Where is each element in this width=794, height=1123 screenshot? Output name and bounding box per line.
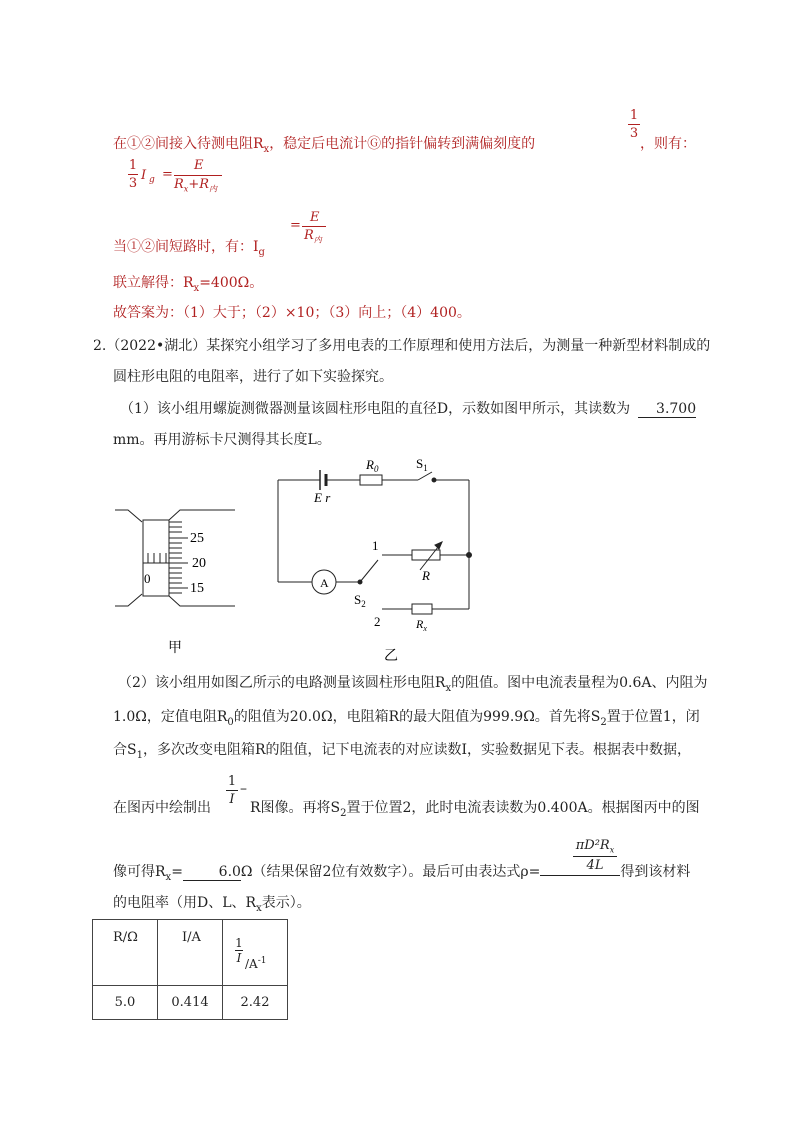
label-Er: E r [314, 490, 331, 505]
solution-line1 [113, 133, 535, 155]
label-pos2: 2 [374, 614, 381, 629]
part1-answer: 3.700 [638, 401, 696, 418]
eq1-I: I [141, 168, 147, 183]
label-S2: $S_2$ [354, 592, 366, 609]
micrometer-label-25: 25 [190, 531, 204, 546]
solution-line1-suffix: ，则有： [640, 136, 696, 152]
part2-line2: 1.0Ω，定值电阻$R_0$的阻值为20.0Ω，电阻箱R的最大阻值为999.9Ω。首先将$S_2$置于位置1，闭 [113, 709, 700, 728]
solution-line2-text: 当①②间短路时，有：I [113, 239, 259, 255]
variable-resistor [412, 550, 440, 560]
label-ammeter: A [320, 576, 329, 590]
solution-answer: 故答案为：（1）大于；（2）×10；（3）向上；（4）400。 [113, 305, 471, 321]
solution-line3: 联立解得：$R_x=400\Omega$。 [113, 275, 264, 294]
solution-line1-mid: ，稳定后电流计Ⓖ的指针偏转到满偏刻度的 [269, 136, 536, 152]
part2-line1: （2）该小组用如图乙所示的电路测量该圆柱形电阻$R_x$的阻值。图中电流表量程为0.6A、内阻为 [118, 675, 708, 694]
subscript-g: g [258, 246, 265, 258]
table-row [93, 986, 288, 1020]
q2-line2: 圆柱形电阻的电阻率，进行了如下实验探究。 [113, 369, 393, 385]
figure-yi-caption: 乙 [384, 649, 398, 664]
dash: – [240, 781, 247, 797]
label-Rx: $R_x$ [416, 617, 427, 633]
micrometer-label-15: 15 [190, 581, 204, 596]
frac-num: 1 [629, 108, 639, 123]
equation-2 [290, 210, 340, 250]
q2-part1-line1: （1）该小组用螺旋测微器测量该圆柱形电阻的直径D，示数如图甲所示，其读数为 3.700 [120, 401, 697, 417]
figure-jia-caption: 甲 [168, 641, 182, 656]
cell-I: 0.414 [158, 986, 223, 1020]
rx-resistor [412, 604, 432, 614]
part2-line5: 像可得$R_x= 6.0\Omega$（结果保留2位有效数字）。最后可由表达式ρ= 得到该材料 [113, 864, 691, 883]
header-I: I/A [158, 920, 223, 986]
eq2-equals: = [290, 218, 301, 233]
micrometer-label-20: 20 [192, 556, 206, 571]
part2-line3: 合$S_1$，多次改变电阻箱R的阻值，记下电流表的对应读数I，实验数据见下表。根据表中数据， [113, 742, 692, 761]
circuit-figure [270, 452, 480, 664]
header-inverse-I: 1 I $/A^{-1}$ [223, 920, 288, 986]
eq1-g: g [149, 175, 155, 185]
label-R: R [422, 568, 430, 583]
q2-line1: 2.（2022•湖北）某探究小组学习了多用电表的工作原理和使用方法后，为测量一种新型材料制成的 [93, 338, 711, 354]
eq1-equals: = [162, 167, 173, 182]
eq1-num-E: E [194, 158, 204, 173]
data-table [92, 919, 288, 1020]
label-pos1: 1 [372, 538, 379, 553]
eq1-coef-den: 3 [128, 176, 138, 191]
q2-part1-line2: mm。再用游标卡尺测得其长度L。 [113, 432, 331, 448]
label-R0: $R_0$ [366, 457, 379, 474]
fraction-one-over-I: 1 I [227, 774, 237, 807]
cell-R: 5.0 [93, 986, 158, 1020]
eq1-coef-num: 1 [128, 158, 138, 173]
micrometer-figure [110, 498, 240, 658]
equation-1 [128, 158, 268, 198]
header-R: R/Ω [93, 920, 158, 986]
eq2-num-E: E [310, 210, 320, 225]
cell-inverse-I: 2.42 [223, 986, 288, 1020]
part2-line6: 的电阻率（用D、L、$R_x$表示）。 [113, 895, 311, 914]
micrometer-zero: 0 [144, 571, 151, 586]
frac-den: 3 [629, 126, 639, 141]
fraction-one-third [628, 108, 640, 141]
solution-line2 [113, 236, 265, 258]
rx-answer: 6.0 [183, 864, 241, 881]
label-S1: $S_1$ [416, 456, 428, 473]
subscript-x: x [263, 143, 270, 155]
rho-expression: $\pi D^2R_x$ 4L [573, 838, 617, 873]
r0-resistor [360, 475, 382, 485]
part2-line4-rest: R图像。再将$S_2$置于位置2，此时电流表读数为0.400A。根据图丙中的图 [250, 800, 700, 819]
solution-line1-prefix: 在①②间接入待测电阻R [113, 136, 264, 152]
eq2-den: $R_内$ [304, 228, 322, 245]
eq1-den: $R_x+R_内$ [174, 177, 217, 194]
part2-line4-prefix: 在图丙中绘制出 [113, 800, 211, 816]
